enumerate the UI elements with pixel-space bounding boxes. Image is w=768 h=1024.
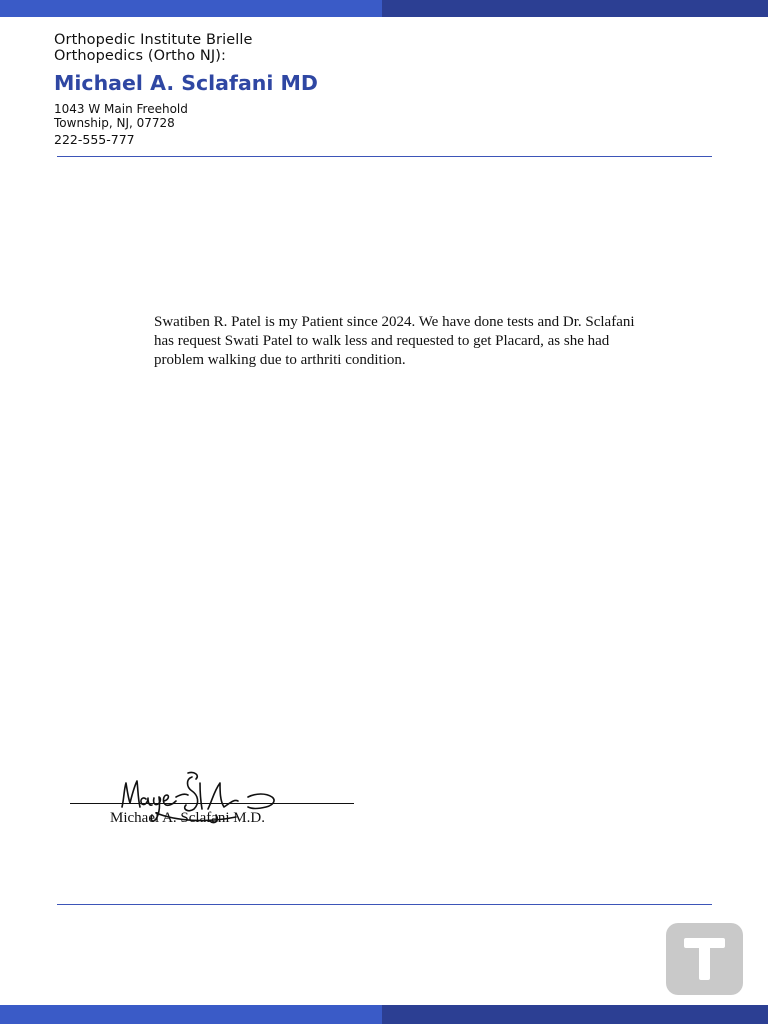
- address-line2: Township, NJ, 07728: [54, 115, 175, 130]
- practice-name-line1: Orthopedic Institute Brielle: [54, 32, 253, 48]
- phone-number: 222-555-777: [54, 132, 135, 147]
- signature-line: [70, 803, 354, 804]
- top-bar-light-segment: [0, 0, 382, 17]
- address-line1: 1043 W Main Freehold: [54, 102, 188, 116]
- letter-t-icon: [666, 923, 743, 995]
- practice-name-line2: Orthopedics (Ortho NJ):: [54, 48, 226, 64]
- address: [54, 103, 554, 130]
- footer-divider: [57, 904, 712, 905]
- bottom-bar-dark-segment: [382, 1005, 768, 1024]
- signatory-name: Michael A. Sclafani M.D.: [110, 810, 265, 826]
- signature-block: [70, 765, 360, 835]
- practice-name: [54, 32, 554, 64]
- doctor-name: Michael A. Sclafani MD: [54, 71, 318, 95]
- bottom-color-bar: [0, 1005, 768, 1024]
- letterhead: [54, 32, 554, 147]
- header-divider: [57, 156, 712, 157]
- watermark-badge: [666, 923, 743, 995]
- bottom-bar-light-segment: [0, 1005, 382, 1024]
- top-color-bar: [0, 0, 768, 17]
- letter-body: Swatiben R. Patel is my Patient since 2024. We have done tests and Dr. Sclafani has request Swati Patel to walk less and requested to get Placard, as she had problem walking due to arthriti condition.: [154, 314, 635, 368]
- top-bar-dark-segment: [382, 0, 768, 17]
